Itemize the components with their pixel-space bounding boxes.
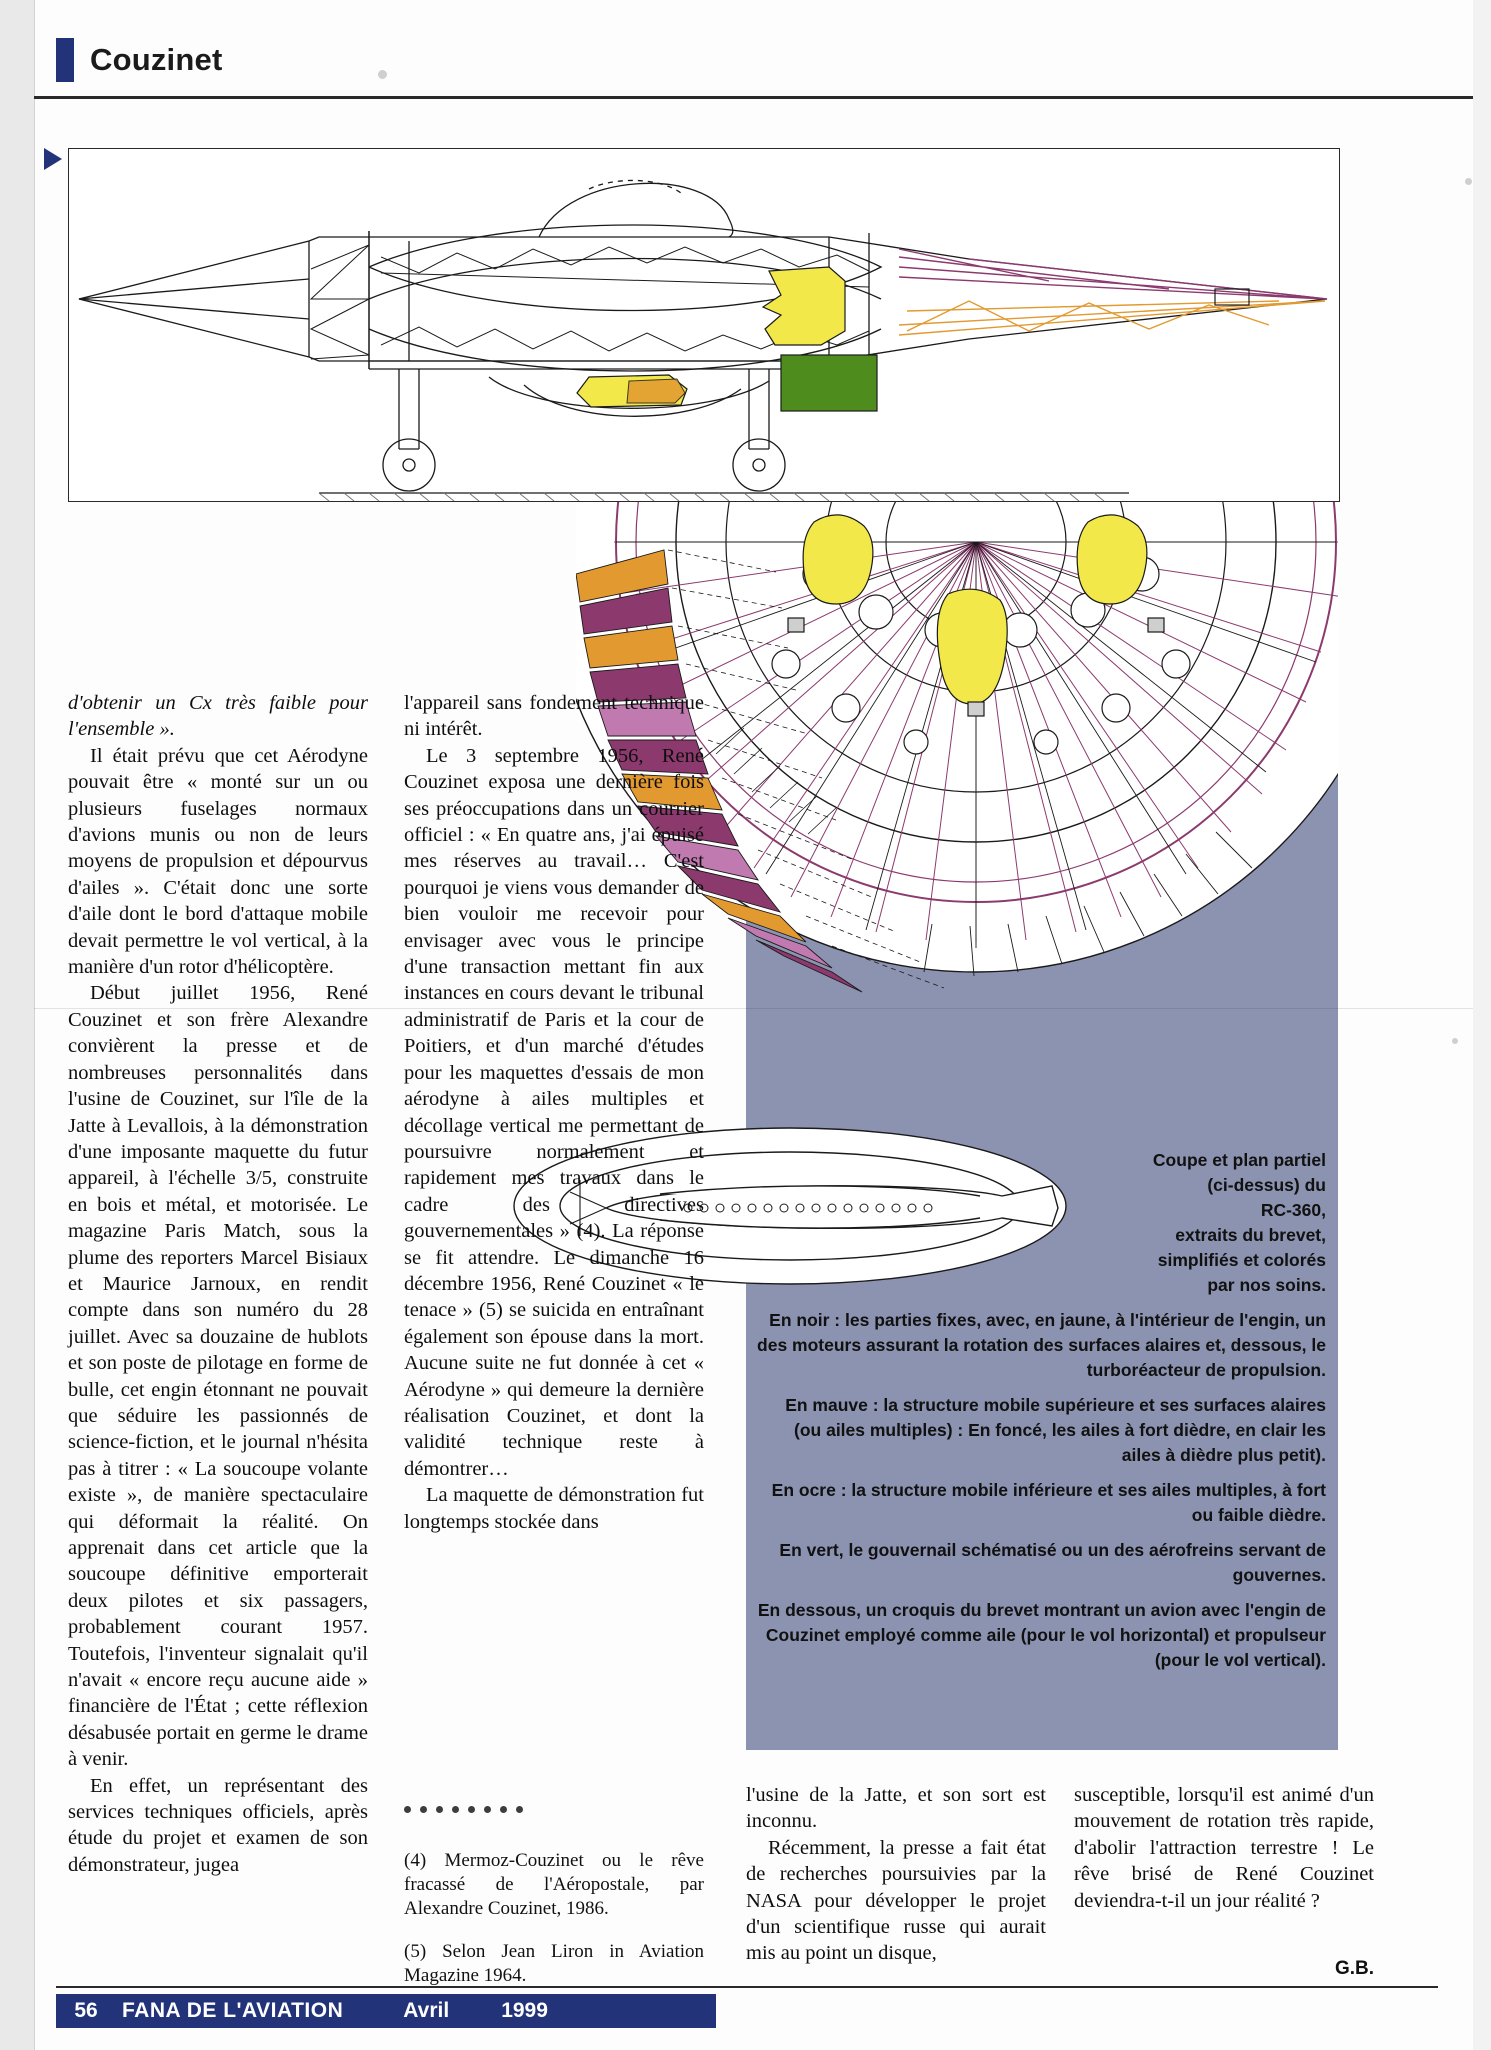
figure-cutaway-side-view (68, 148, 1340, 502)
header-rule (34, 96, 1473, 99)
cutaway-side-view-svg (69, 149, 1339, 501)
body-column-1 (68, 690, 368, 1878)
footnote-4: (4) Mermoz-Couzinet ou le rêve fracassé de l'Aéropostale, par Alexandre Couzinet, 1986. (404, 1850, 704, 1919)
page-header (56, 38, 222, 82)
paragraph: l'appareil sans fondement technique ni intérêt. (404, 692, 704, 741)
body-column-2 (404, 690, 704, 1535)
caption-line-1: Coupe et plan partiel (1152, 1150, 1326, 1170)
body-column-3 (746, 1782, 1046, 1967)
paragraph: d'obtenir un Cx très faible pour l'ensemble ». (68, 692, 368, 741)
footnote-separator (404, 1806, 564, 1816)
paper-fold-line (34, 1008, 1473, 1009)
paragraph: La maquette de démonstration fut longtemps stockée dans (404, 1484, 704, 1533)
caption-legend-green: En vert, le gouvernail schématisé ou un des aérofreins servant de gouvernes. (779, 1540, 1326, 1585)
paragraph: Début juillet 1956, René Couzinet et son frère Alexandre convièrent la presse et de nombreuses personnalités dans l'usine de Couzinet, sur l'île de la Jatte à Levallois, à la démonstration d'une imposante maquette du futur appareil, à l'échelle 3/5, construite en bois et métal, et motorisée. Le magazine Paris Match, sous la plume des reporters Marcel Bisiaux et Maurice Jarnoux, en rendit compte dans son numéro du 28 juillet. Avec sa douzaine de hublots et son poste de pilotage en forme de bulle, cet engin étonnant ne pouvait que séduire les passionnés de science-fiction, et le journal n'hésita pas à titrer : « La soucoupe volante existe », de manière spectaculaire qui déformait la réalité. On apprenait dans cet article que la soucoupe définitive emporterait deux pilotes et six passagers, probablement courant 1957. Toutefois, l'inventeur signalait qu'il n'avait « encore reçu aucune aide » financière de l'État ; cette réflexion désabusée portait en germe le drame à venir. (68, 982, 368, 1771)
footer-rule (56, 1986, 1438, 1988)
caption-line-5: simplifiés et colorés (1157, 1250, 1326, 1270)
caption-legend-below: En dessous, un croquis du brevet montrant un avion avec l'engin de Couzinet employé comme aile (pour le vol horizontal) et propulseur (pour le vol vertical). (757, 1600, 1326, 1670)
figure-pointer-triangle (44, 148, 62, 170)
scan-speck (378, 70, 387, 79)
page-left-margin (0, 0, 35, 2050)
caption-line-4: extraits du brevet, (1175, 1225, 1326, 1245)
caption-legend-mauve: En mauve : la structure mobile supérieure et ses surfaces alaires (ou ailes multiples) : En foncé, les ailes à fort dièdre, en clair les ailes à dièdre plus petit). (785, 1395, 1326, 1465)
caption-legend-black: En noir : les parties fixes, avec, en jaune, à l'intérieur de l'engin, un des moteurs assurant la rotation des surfaces alaires et, dessous, le turboréacteur de propulsion. (757, 1310, 1326, 1380)
paragraph: susceptible, lorsqu'il est animé d'un mouvement de rotation très rapide, d'abolir l'attraction terrestre ! Le rêve brisé de René Couzinet deviendra-t-il un jour réalité ? (1074, 1784, 1374, 1912)
footnote-5: (5) Selon Jean Liron in Aviation Magazine 1964. (404, 1941, 704, 1986)
footnotes (404, 1830, 704, 2007)
paragraph: Il était prévu que cet Aérodyne pouvait être « monté sur un ou plusieurs fuselages normaux d'avions munis ou non de leurs moyens de propulsion et dépourvus d'ailes ». C'était donc une sorte d'aile dont le bord d'attaque mobile devait permettre le vol vertical, à la manière d'un rotor d'hélicoptère. (68, 744, 368, 979)
page-footer (56, 1994, 716, 2028)
page-title: Couzinet (90, 42, 223, 77)
footer-page-number: 56 (74, 1999, 98, 2022)
header-accent-bar (56, 38, 74, 82)
page-right-margin (1473, 0, 1491, 2050)
paragraph: Le 3 septembre 1956, René Couzinet exposa une dernière fois ses préoccupations dans un courrier officiel : « En quatre ans, j'ai épuisé mes réserves au travail… C'est pourquoi je viens vous demander de bien vouloir me recevoir pour envisager avec vous le principe d'une transaction mettant fin aux instances en cours devant le tribunal administratif de Paris et la cour de Poitiers, et d'un marché d'études pour les maquettes d'essais de mon aérodyne à ailes multiples et décollage vertical me permettant de poursuivre normalement et rapidement mes travaux dans le cadre des directives gouvernementales » (4). La réponse se fit attendre. Le dimanche 16 décembre 1956, René Couzinet « le tenace » (5) se suicida en entraînant également son épouse dans la mort. Aucune suite ne fut donnée à cet « Aérodyne » qui demeure la dernière réalisation Couzinet, et dont la validité technique reste à démontrer… (404, 744, 704, 1480)
caption-line-2: (ci-dessus) du (1207, 1175, 1326, 1195)
paragraph: Récemment, la presse a fait état de recherches poursuivies par la NASA pour développer le projet d'un scientifique russe qui aurait mis au point un disque, (746, 1836, 1046, 1965)
figure-caption (756, 1148, 1326, 1673)
footer-year: 1999 (501, 1999, 548, 2022)
footer-magazine-name: FANA DE L'AVIATION (122, 1999, 344, 2022)
author-signature: G.B. (1334, 1958, 1374, 1979)
caption-legend-ochre: En ocre : la structure mobile inférieure et ses ailes multiples, à fort ou faible dièdre. (771, 1480, 1326, 1525)
caption-line-6: par nos soins. (1207, 1275, 1326, 1295)
footer-month: Avril (403, 1999, 450, 2022)
body-column-4 (1074, 1782, 1374, 1914)
scan-speck (1452, 1038, 1458, 1044)
caption-line-3: RC-360, (1260, 1200, 1326, 1220)
paragraph: l'usine de la Jatte, et son sort est inconnu. (746, 1784, 1046, 1833)
paragraph: En effet, un représentant des services techniques officiels, après étude du projet et examen de son démonstrateur, jugea (68, 1774, 368, 1876)
scan-speck (1465, 178, 1472, 185)
